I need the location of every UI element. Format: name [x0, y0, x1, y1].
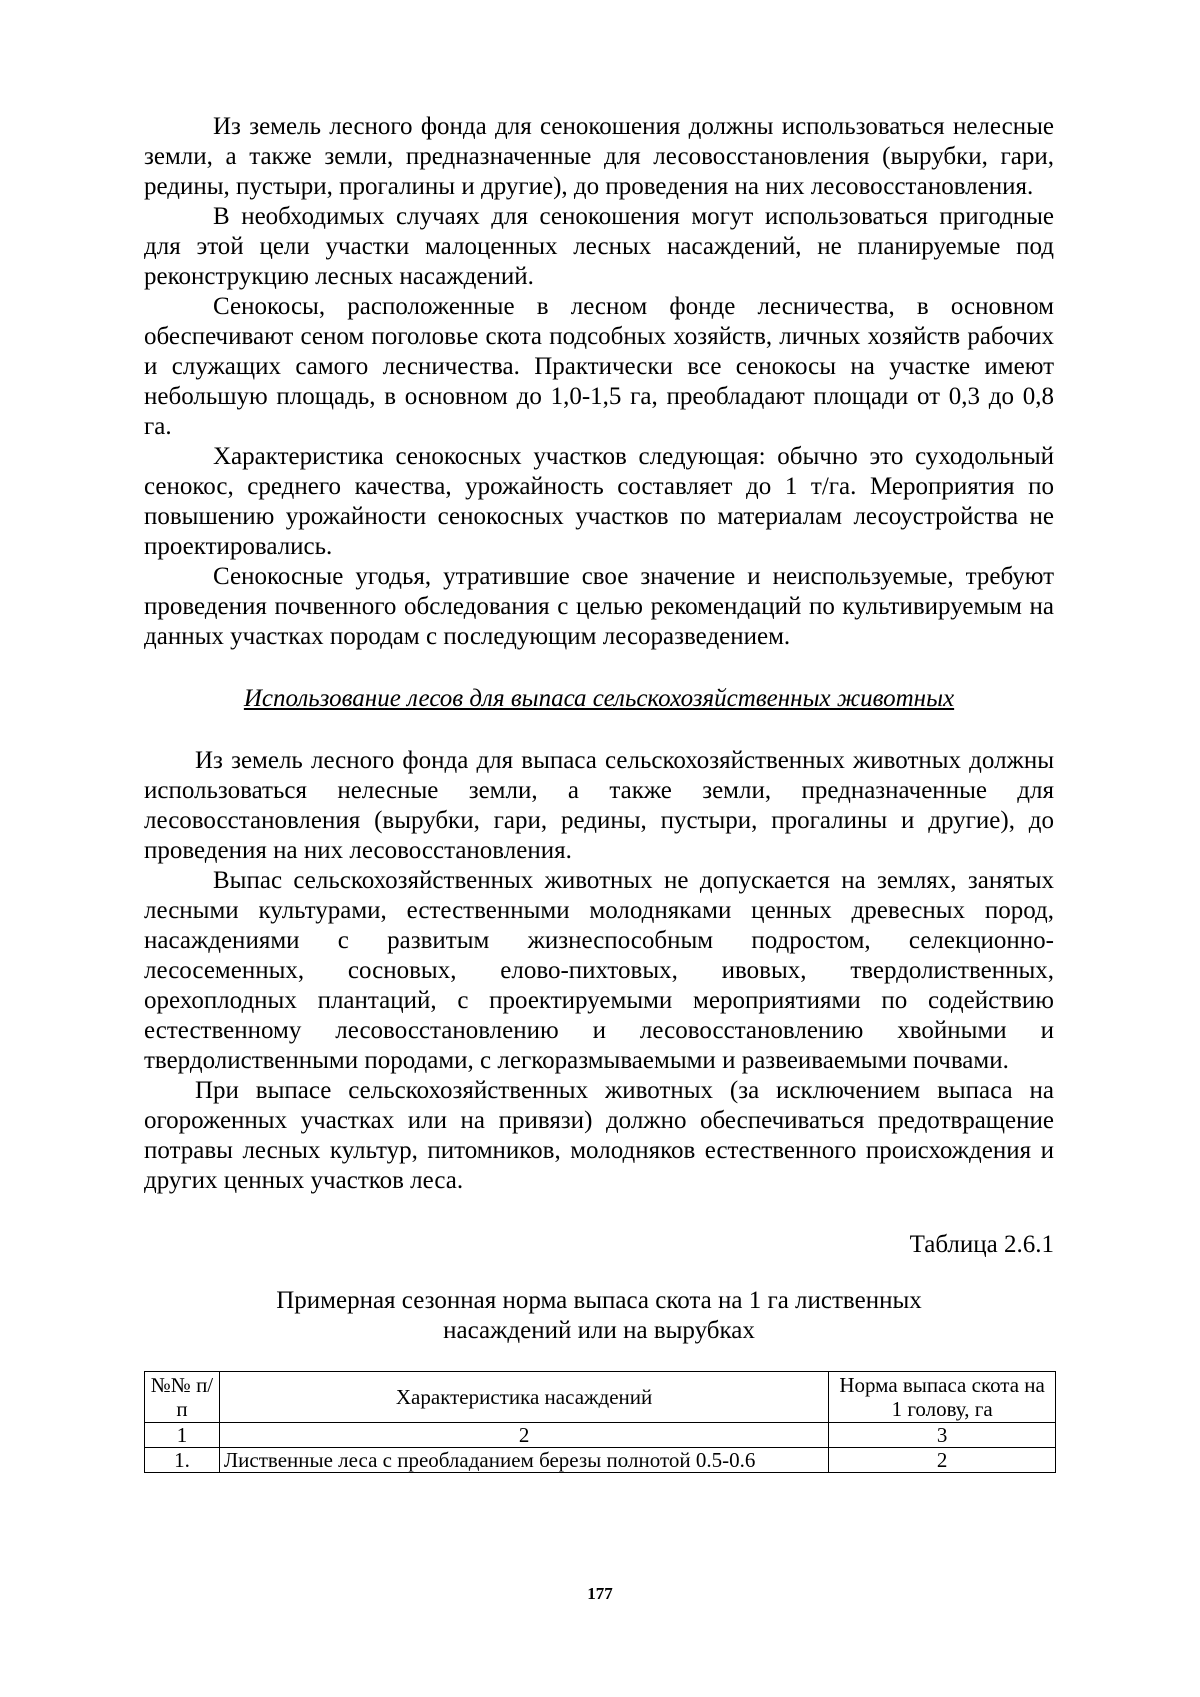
table-caption-line1: Примерная сезонная норма выпаса скота на 1 га лиственных — [276, 1287, 922, 1314]
paragraph-hayfields-supply: Сенокосы, расположенные в лесном фонде лесничества, в основном обеспечивают сеном поголовье скота подсобных хозяйств, личных хозяйств рабочих и служащих самого лесничества. Практически все сенокосы на участке имеют небольшую площадь, в основном до 1,0-1,5 га, преобладают площади от 0,3 до 0,8 га. — [144, 293, 1054, 440]
table-label: Таблица 2.6.1 — [909, 1231, 1054, 1258]
header-norm: Норма выпаса скота на 1 голову, га — [829, 1372, 1056, 1423]
row-number: 1. — [145, 1448, 220, 1473]
numbering-cell: 1 — [145, 1423, 220, 1448]
paragraph-hayfield-characteristics: Характеристика сенокосных участков следующая: обычно это суходольный сенокос, среднего качества, урожайность составляет до 1 т/га. Мероприятия по повышению урожайности сенокосных участков по материалам лесоустройства не проектировались. — [144, 443, 1054, 560]
table-row — [145, 1448, 1056, 1473]
paragraph-grazing-land: Из земель лесного фонда для выпаса сельскохозяйственных животных должны использоваться нелесные земли, а также земли, предназначенные для лесовосстановления (вырубки, гари, редины, пустыри, прогалины и другие), до проведения на них лесовосстановления. — [144, 747, 1054, 864]
numbering-cell: 3 — [829, 1423, 1056, 1448]
header-number: №№ п/п — [145, 1372, 220, 1423]
table-numbering-row — [145, 1423, 1056, 1448]
paragraph-low-value-stands: В необходимых случаях для сенокошения могут использоваться пригодные для этой цели участки малоценных лесных насаждений, не планируемые под реконструкцию лесных насаждений. — [144, 203, 1054, 290]
section-title-grazing: Использование лесов для выпаса сельскохозяйственных животных — [243, 685, 955, 712]
table-caption — [144, 1286, 1054, 1346]
paragraph-abandoned-hayfields: Сенокосные угодья, утратившие свое значение и неиспользуемые, требуют проведения почвенного обследования с целью рекомендаций по культивируемым на данных участках породам с последующим лесоразведением. — [144, 563, 1054, 650]
table-caption-line2: насаждений или на вырубках — [443, 1317, 755, 1344]
table-header-row — [145, 1372, 1056, 1423]
paragraph-hayfield-land: Из земель лесного фонда для сенокошения должны использоваться нелесные земли, а также земли, предназначенные для лесовосстановления (вырубки, гари, редины, пустыри, прогалины и другие), до проведения на них лесовосстановления. — [144, 113, 1054, 200]
row-norm: 2 — [829, 1448, 1056, 1473]
header-characteristic: Характеристика насаждений — [219, 1372, 828, 1423]
paragraph-grazing-restrictions: Выпас сельскохозяйственных животных не допускается на землях, занятых лесными культурами, естественными молодняками ценных древесных пород, насаждениями с развитым жизнеспособным подростом, селекционно-лесосеменных, сосновых, елово-пихтовых, ивовых, твердолиственных, орехоплодных плантаций, с проектируемыми мероприятиями по содействию естественному лесовосстановлению и лесовосстановлению хвойными и твердолиственными породами, с легкоразмываемыми и развеиваемыми почвами. — [144, 867, 1054, 1074]
document-page — [144, 112, 1054, 1473]
grazing-norms-table — [144, 1371, 1056, 1473]
paragraph-grazing-protection: При выпасе сельскохозяйственных животных (за исключением выпаса на огороженных участках или на привязи) должно обеспечиваться предотвращение потравы лесных культур, питомников, молодняков естественного происхождения и других ценных участков леса. — [144, 1077, 1054, 1194]
row-description: Лиственные леса с преобладанием березы полнотой 0.5-0.6 — [219, 1448, 828, 1473]
page-number: 177 — [587, 1584, 613, 1603]
numbering-cell: 2 — [219, 1423, 828, 1448]
